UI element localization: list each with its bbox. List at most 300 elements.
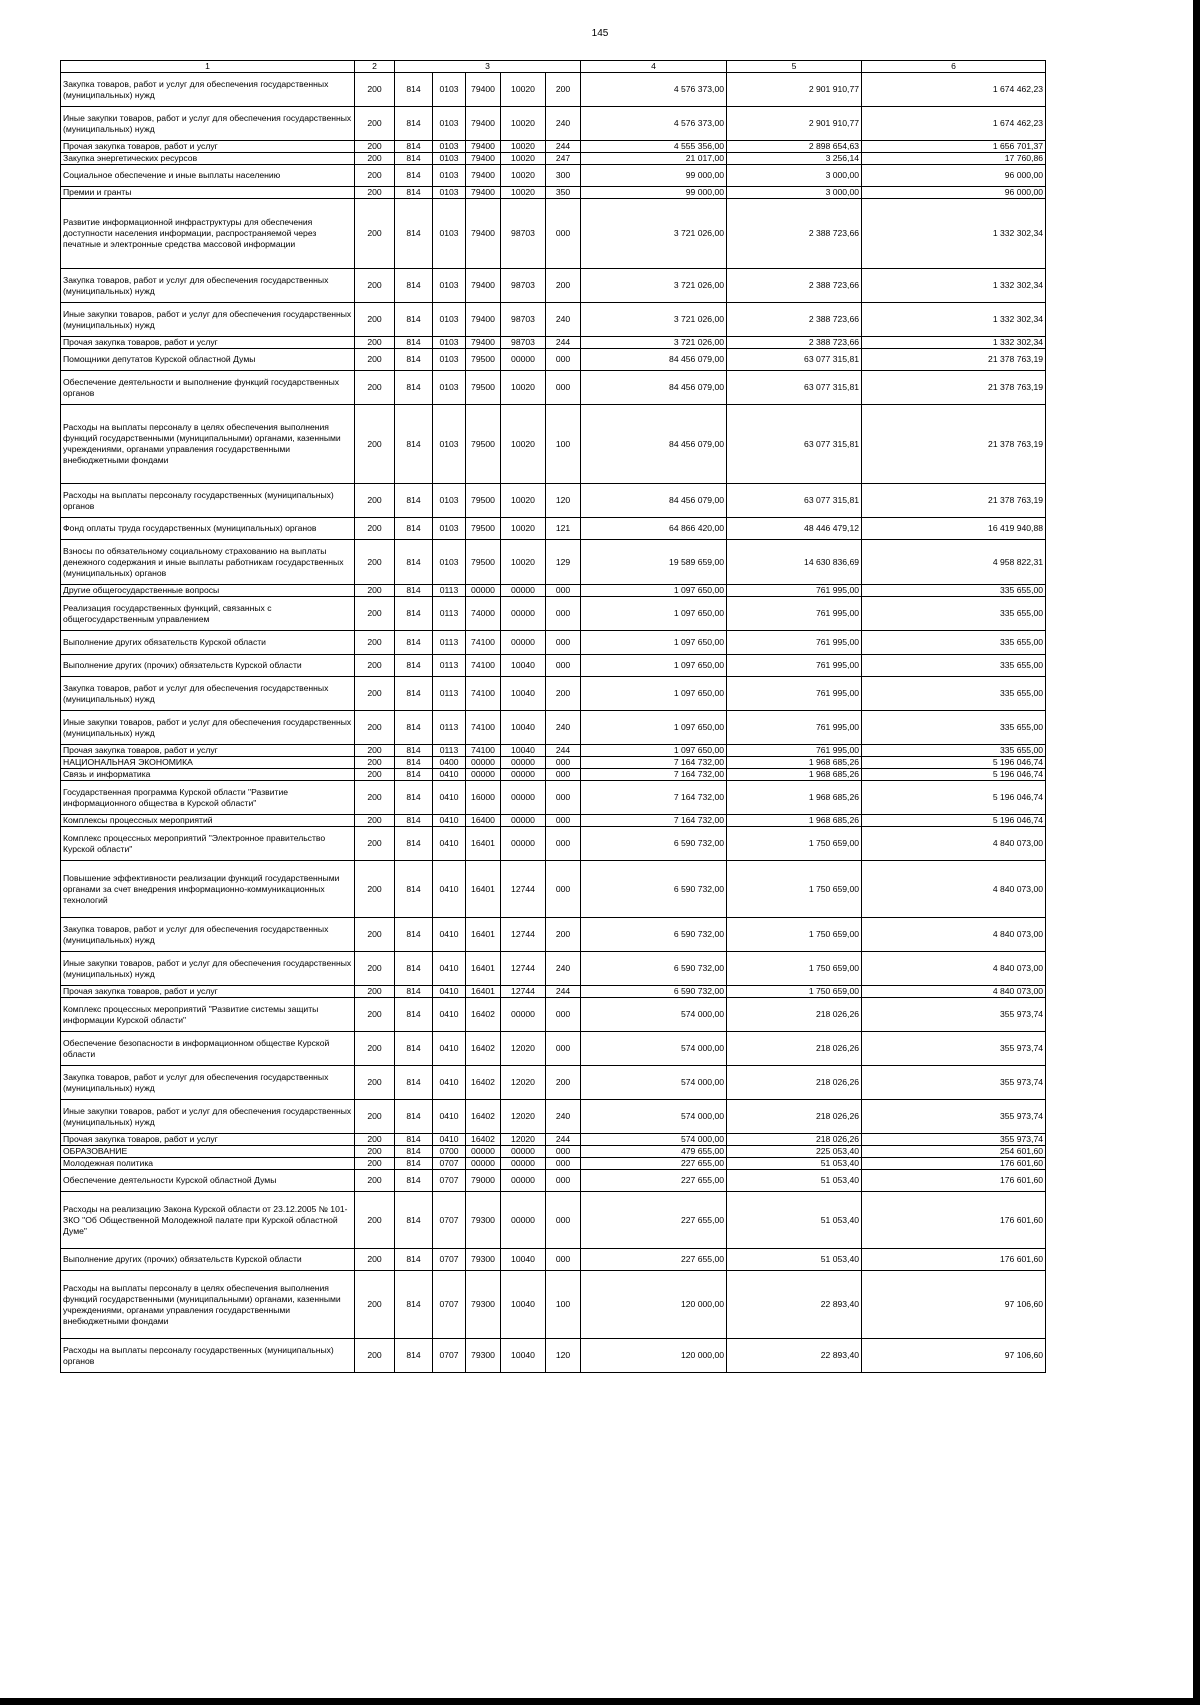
value-col5-cell: 2 898 654,63 <box>727 141 862 153</box>
value-col6-cell: 21 378 763,19 <box>862 349 1046 371</box>
expense-type-cell: 240 <box>546 952 581 986</box>
expense-type-cell: 244 <box>546 745 581 757</box>
section-cell: 0103 <box>433 540 466 585</box>
value-col4-cell: 1 097 650,00 <box>581 745 727 757</box>
grbs-cell: 200 <box>355 769 395 781</box>
direction-cell: 00000 <box>501 998 546 1032</box>
header-col-6: 6 <box>862 61 1046 73</box>
table-row <box>61 199 1046 269</box>
direction-cell: 98703 <box>501 337 546 349</box>
ved-cell: 814 <box>395 986 433 998</box>
value-col5-cell: 2 388 723,66 <box>727 303 862 337</box>
direction-cell: 10020 <box>501 405 546 484</box>
grbs-cell: 200 <box>355 518 395 540</box>
value-col4-cell: 574 000,00 <box>581 1066 727 1100</box>
program-cell: 79400 <box>466 141 501 153</box>
value-col6-cell: 4 840 073,00 <box>862 986 1046 998</box>
expense-type-cell: 240 <box>546 107 581 141</box>
grbs-cell: 200 <box>355 655 395 677</box>
row-name-cell: Расходы на выплаты персоналу в целях обеспечения выполнения функций государственными (муниципальными) органами, казенными учреждениями, органами управления государственными внебюджетными фондами <box>61 405 355 484</box>
direction-cell: 10040 <box>501 1339 546 1373</box>
program-cell: 79500 <box>466 518 501 540</box>
value-col5-cell: 51 053,40 <box>727 1249 862 1271</box>
value-col6-cell: 355 973,74 <box>862 1100 1046 1134</box>
grbs-cell: 200 <box>355 1339 395 1373</box>
section-cell: 0103 <box>433 73 466 107</box>
grbs-cell: 200 <box>355 153 395 165</box>
section-cell: 0103 <box>433 187 466 199</box>
header-col-2: 2 <box>355 61 395 73</box>
expense-type-cell: 000 <box>546 1032 581 1066</box>
value-col4-cell: 574 000,00 <box>581 1032 727 1066</box>
expense-type-cell: 000 <box>546 1158 581 1170</box>
scan-border-right <box>1193 0 1200 1705</box>
direction-cell: 10020 <box>501 165 546 187</box>
expense-type-cell: 121 <box>546 518 581 540</box>
ved-cell: 814 <box>395 769 433 781</box>
section-cell: 0707 <box>433 1249 466 1271</box>
grbs-cell: 200 <box>355 998 395 1032</box>
section-cell: 0410 <box>433 986 466 998</box>
expense-type-cell: 240 <box>546 303 581 337</box>
expense-type-cell: 000 <box>546 757 581 769</box>
expense-type-cell: 200 <box>546 269 581 303</box>
table-row <box>61 918 1046 952</box>
ved-cell: 814 <box>395 518 433 540</box>
value-col5-cell: 1 968 685,26 <box>727 781 862 815</box>
ved-cell: 814 <box>395 1170 433 1192</box>
page-number: 145 <box>591 28 609 39</box>
grbs-cell: 200 <box>355 1271 395 1339</box>
value-col5-cell: 1 750 659,00 <box>727 952 862 986</box>
row-name-cell: Закупка товаров, работ и услуг для обеспечения государственных (муниципальных) нужд <box>61 918 355 952</box>
value-col4-cell: 227 655,00 <box>581 1192 727 1249</box>
direction-cell: 10020 <box>501 107 546 141</box>
direction-cell: 12020 <box>501 1032 546 1066</box>
value-col4-cell: 1 097 650,00 <box>581 677 727 711</box>
ved-cell: 814 <box>395 998 433 1032</box>
value-col4-cell: 99 000,00 <box>581 187 727 199</box>
grbs-cell: 200 <box>355 349 395 371</box>
program-cell: 16402 <box>466 1134 501 1146</box>
row-name-cell: НАЦИОНАЛЬНАЯ ЭКОНОМИКА <box>61 757 355 769</box>
ved-cell: 814 <box>395 1066 433 1100</box>
value-col5-cell: 63 077 315,81 <box>727 371 862 405</box>
program-cell: 16401 <box>466 918 501 952</box>
table-row <box>61 597 1046 631</box>
grbs-cell: 200 <box>355 269 395 303</box>
section-cell: 0113 <box>433 745 466 757</box>
direction-cell: 10020 <box>501 187 546 199</box>
expense-type-cell: 244 <box>546 141 581 153</box>
row-name-cell: Государственная программа Курской области "Развитие информационного общества в Курской области" <box>61 781 355 815</box>
section-cell: 0113 <box>433 655 466 677</box>
row-name-cell: Повышение эффективности реализации функций государственными органами за счет внедрения информационно-коммуникационных технологий <box>61 861 355 918</box>
section-cell: 0410 <box>433 1032 466 1066</box>
value-col5-cell: 218 026,26 <box>727 1134 862 1146</box>
program-cell: 00000 <box>466 585 501 597</box>
value-col4-cell: 574 000,00 <box>581 1100 727 1134</box>
program-cell: 74100 <box>466 711 501 745</box>
grbs-cell: 200 <box>355 827 395 861</box>
value-col4-cell: 3 721 026,00 <box>581 199 727 269</box>
ved-cell: 814 <box>395 1158 433 1170</box>
value-col4-cell: 479 655,00 <box>581 1146 727 1158</box>
direction-cell: 10020 <box>501 540 546 585</box>
expense-type-cell: 200 <box>546 73 581 107</box>
section-cell: 0410 <box>433 781 466 815</box>
direction-cell: 12744 <box>501 918 546 952</box>
value-col4-cell: 84 456 079,00 <box>581 484 727 518</box>
program-cell: 79500 <box>466 405 501 484</box>
value-col6-cell: 21 378 763,19 <box>862 484 1046 518</box>
row-name-cell: Закупка товаров, работ и услуг для обеспечения государственных (муниципальных) нужд <box>61 1066 355 1100</box>
section-cell: 0707 <box>433 1339 466 1373</box>
program-cell: 74100 <box>466 677 501 711</box>
expense-type-cell: 350 <box>546 187 581 199</box>
section-cell: 0410 <box>433 1134 466 1146</box>
value-col4-cell: 6 590 732,00 <box>581 827 727 861</box>
section-cell: 0103 <box>433 141 466 153</box>
row-name-cell: Обеспечение безопасности в информационном обществе Курской области <box>61 1032 355 1066</box>
expense-type-cell: 100 <box>546 1271 581 1339</box>
value-col4-cell: 3 721 026,00 <box>581 303 727 337</box>
value-col5-cell: 3 000,00 <box>727 165 862 187</box>
value-col4-cell: 120 000,00 <box>581 1271 727 1339</box>
expense-type-cell: 200 <box>546 677 581 711</box>
expense-type-cell: 120 <box>546 1339 581 1373</box>
section-cell: 0410 <box>433 952 466 986</box>
expense-type-cell: 120 <box>546 484 581 518</box>
value-col5-cell: 63 077 315,81 <box>727 405 862 484</box>
value-col6-cell: 1 656 701,37 <box>862 141 1046 153</box>
section-cell: 0103 <box>433 518 466 540</box>
row-name-cell: Расходы на выплаты персоналу в целях обеспечения выполнения функций государственными (муниципальными) органами, казенными учреждениями, органами управления государственными внебюджетными фондами <box>61 1271 355 1339</box>
direction-cell: 00000 <box>501 1170 546 1192</box>
grbs-cell: 200 <box>355 585 395 597</box>
program-cell: 79400 <box>466 165 501 187</box>
header-col-4: 4 <box>581 61 727 73</box>
value-col4-cell: 6 590 732,00 <box>581 952 727 986</box>
expense-type-cell: 300 <box>546 165 581 187</box>
value-col4-cell: 7 164 732,00 <box>581 769 727 781</box>
table-row <box>61 585 1046 597</box>
direction-cell: 12020 <box>501 1100 546 1134</box>
value-col6-cell: 16 419 940,88 <box>862 518 1046 540</box>
value-col6-cell: 1 332 302,34 <box>862 199 1046 269</box>
value-col6-cell: 176 601,60 <box>862 1170 1046 1192</box>
table-row <box>61 952 1046 986</box>
row-name-cell: Обеспечение деятельности Курской областной Думы <box>61 1170 355 1192</box>
section-cell: 0103 <box>433 337 466 349</box>
program-cell: 16402 <box>466 1100 501 1134</box>
header-col-5: 5 <box>727 61 862 73</box>
table-row <box>61 518 1046 540</box>
value-col4-cell: 6 590 732,00 <box>581 861 727 918</box>
expense-type-cell: 000 <box>546 585 581 597</box>
grbs-cell: 200 <box>355 165 395 187</box>
row-name-cell: Прочая закупка товаров, работ и услуг <box>61 1134 355 1146</box>
row-name-cell: Выполнение других (прочих) обязательств Курской области <box>61 1249 355 1271</box>
expense-type-cell: 000 <box>546 827 581 861</box>
expense-type-cell: 000 <box>546 998 581 1032</box>
direction-cell: 12744 <box>501 952 546 986</box>
header-row <box>61 61 1046 73</box>
value-col6-cell: 335 655,00 <box>862 677 1046 711</box>
grbs-cell: 200 <box>355 107 395 141</box>
section-cell: 0113 <box>433 597 466 631</box>
table-row <box>61 711 1046 745</box>
table-row <box>61 371 1046 405</box>
row-name-cell: Реализация государственных функций, связанных с общегосударственным управлением <box>61 597 355 631</box>
program-cell: 74100 <box>466 655 501 677</box>
program-cell: 16401 <box>466 827 501 861</box>
table-row <box>61 631 1046 655</box>
expense-type-cell: 247 <box>546 153 581 165</box>
ved-cell: 814 <box>395 677 433 711</box>
program-cell: 16402 <box>466 1032 501 1066</box>
ved-cell: 814 <box>395 1146 433 1158</box>
row-name-cell: Расходы на реализацию Закона Курской области от 23.12.2005 № 101-ЗКО "Об Общественной Молодежной палате при Курской областной Думе" <box>61 1192 355 1249</box>
program-cell: 79400 <box>466 269 501 303</box>
value-col6-cell: 355 973,74 <box>862 1032 1046 1066</box>
ved-cell: 814 <box>395 745 433 757</box>
row-name-cell: Фонд оплаты труда государственных (муниципальных) органов <box>61 518 355 540</box>
expense-type-cell: 000 <box>546 631 581 655</box>
value-col6-cell: 96 000,00 <box>862 187 1046 199</box>
value-col5-cell: 14 630 836,69 <box>727 540 862 585</box>
row-name-cell: Иные закупки товаров, работ и услуг для обеспечения государственных (муниципальных) нужд <box>61 1100 355 1134</box>
section-cell: 0103 <box>433 269 466 303</box>
table-row <box>61 986 1046 998</box>
grbs-cell: 200 <box>355 303 395 337</box>
value-col5-cell: 1 750 659,00 <box>727 827 862 861</box>
expense-type-cell: 000 <box>546 1146 581 1158</box>
table-row <box>61 405 1046 484</box>
program-cell: 16401 <box>466 861 501 918</box>
ved-cell: 814 <box>395 757 433 769</box>
expense-type-cell: 000 <box>546 861 581 918</box>
grbs-cell: 200 <box>355 371 395 405</box>
ved-cell: 814 <box>395 1032 433 1066</box>
grbs-cell: 200 <box>355 337 395 349</box>
ved-cell: 814 <box>395 1339 433 1373</box>
value-col5-cell: 218 026,26 <box>727 1032 862 1066</box>
value-col6-cell: 4 958 822,31 <box>862 540 1046 585</box>
value-col5-cell: 3 256,14 <box>727 153 862 165</box>
ved-cell: 814 <box>395 484 433 518</box>
value-col4-cell: 84 456 079,00 <box>581 371 727 405</box>
ved-cell: 814 <box>395 303 433 337</box>
grbs-cell: 200 <box>355 1134 395 1146</box>
direction-cell: 00000 <box>501 1192 546 1249</box>
grbs-cell: 200 <box>355 757 395 769</box>
program-cell: 79400 <box>466 337 501 349</box>
direction-cell: 12744 <box>501 986 546 998</box>
value-col6-cell: 17 760,86 <box>862 153 1046 165</box>
table-row <box>61 757 1046 769</box>
grbs-cell: 200 <box>355 677 395 711</box>
grbs-cell: 200 <box>355 986 395 998</box>
value-col4-cell: 1 097 650,00 <box>581 597 727 631</box>
grbs-cell: 200 <box>355 952 395 986</box>
value-col4-cell: 4 555 356,00 <box>581 141 727 153</box>
value-col6-cell: 4 840 073,00 <box>862 827 1046 861</box>
header-col-3: 3 <box>395 61 581 73</box>
table-row <box>61 337 1046 349</box>
value-col6-cell: 1 332 302,34 <box>862 269 1046 303</box>
expense-type-cell: 000 <box>546 349 581 371</box>
grbs-cell: 200 <box>355 199 395 269</box>
table-row <box>61 540 1046 585</box>
program-cell: 79300 <box>466 1192 501 1249</box>
direction-cell: 00000 <box>501 815 546 827</box>
program-cell: 79500 <box>466 371 501 405</box>
ved-cell: 814 <box>395 540 433 585</box>
table-row <box>61 1170 1046 1192</box>
program-cell: 79000 <box>466 1170 501 1192</box>
value-col6-cell: 5 196 046,74 <box>862 769 1046 781</box>
value-col5-cell: 761 995,00 <box>727 677 862 711</box>
table-row <box>61 303 1046 337</box>
row-name-cell: Иные закупки товаров, работ и услуг для обеспечения государственных (муниципальных) нужд <box>61 711 355 745</box>
row-name-cell: Иные закупки товаров, работ и услуг для обеспечения государственных (муниципальных) нужд <box>61 303 355 337</box>
table-row <box>61 1158 1046 1170</box>
program-cell: 16400 <box>466 815 501 827</box>
direction-cell: 00000 <box>501 631 546 655</box>
ved-cell: 814 <box>395 655 433 677</box>
value-col5-cell: 225 053,40 <box>727 1146 862 1158</box>
ved-cell: 814 <box>395 781 433 815</box>
section-cell: 0410 <box>433 815 466 827</box>
program-cell: 79500 <box>466 349 501 371</box>
expense-type-cell: 000 <box>546 769 581 781</box>
section-cell: 0103 <box>433 371 466 405</box>
section-cell: 0103 <box>433 153 466 165</box>
ved-cell: 814 <box>395 337 433 349</box>
section-cell: 0700 <box>433 1146 466 1158</box>
value-col6-cell: 5 196 046,74 <box>862 757 1046 769</box>
table-row <box>61 1066 1046 1100</box>
direction-cell: 00000 <box>501 585 546 597</box>
grbs-cell: 200 <box>355 631 395 655</box>
value-col5-cell: 761 995,00 <box>727 597 862 631</box>
section-cell: 0103 <box>433 107 466 141</box>
row-name-cell: Закупка товаров, работ и услуг для обеспечения государственных (муниципальных) нужд <box>61 269 355 303</box>
direction-cell: 12020 <box>501 1134 546 1146</box>
row-name-cell: Комплекс процессных мероприятий "Развитие системы защиты информации Курской области" <box>61 998 355 1032</box>
program-cell: 16401 <box>466 952 501 986</box>
table-row <box>61 655 1046 677</box>
expense-type-cell: 240 <box>546 711 581 745</box>
value-col4-cell: 64 866 420,00 <box>581 518 727 540</box>
value-col5-cell: 3 000,00 <box>727 187 862 199</box>
direction-cell: 98703 <box>501 303 546 337</box>
row-name-cell: Прочая закупка товаров, работ и услуг <box>61 986 355 998</box>
row-name-cell: Молодежная политика <box>61 1158 355 1170</box>
value-col4-cell: 4 576 373,00 <box>581 73 727 107</box>
value-col6-cell: 1 674 462,23 <box>862 73 1046 107</box>
direction-cell: 10020 <box>501 73 546 107</box>
ved-cell: 814 <box>395 1271 433 1339</box>
table-row <box>61 484 1046 518</box>
program-cell: 00000 <box>466 1146 501 1158</box>
value-col6-cell: 5 196 046,74 <box>862 815 1046 827</box>
grbs-cell: 200 <box>355 141 395 153</box>
table-row <box>61 815 1046 827</box>
ved-cell: 814 <box>395 918 433 952</box>
table-row <box>61 141 1046 153</box>
direction-cell: 10040 <box>501 677 546 711</box>
value-col4-cell: 7 164 732,00 <box>581 815 727 827</box>
budget-table <box>60 60 1046 1373</box>
program-cell: 74100 <box>466 631 501 655</box>
direction-cell: 10020 <box>501 484 546 518</box>
value-col4-cell: 6 590 732,00 <box>581 918 727 952</box>
ved-cell: 814 <box>395 1100 433 1134</box>
value-col4-cell: 120 000,00 <box>581 1339 727 1373</box>
row-name-cell: Иные закупки товаров, работ и услуг для обеспечения государственных (муниципальных) нужд <box>61 107 355 141</box>
section-cell: 0410 <box>433 998 466 1032</box>
program-cell: 00000 <box>466 1158 501 1170</box>
value-col5-cell: 761 995,00 <box>727 745 862 757</box>
table-row <box>61 269 1046 303</box>
grbs-cell: 200 <box>355 1066 395 1100</box>
row-name-cell: Развитие информационной инфраструктуры для обеспечения доступности населения информации, распространяемой через печатные и электронные средства массовой информации <box>61 199 355 269</box>
grbs-cell: 200 <box>355 1032 395 1066</box>
direction-cell: 98703 <box>501 199 546 269</box>
program-cell: 00000 <box>466 769 501 781</box>
table-row <box>61 1271 1046 1339</box>
ved-cell: 814 <box>395 585 433 597</box>
value-col6-cell: 254 601,60 <box>862 1146 1046 1158</box>
value-col4-cell: 3 721 026,00 <box>581 337 727 349</box>
value-col4-cell: 227 655,00 <box>581 1170 727 1192</box>
grbs-cell: 200 <box>355 711 395 745</box>
table-row <box>61 827 1046 861</box>
row-name-cell: Выполнение других обязательств Курской области <box>61 631 355 655</box>
grbs-cell: 200 <box>355 861 395 918</box>
value-col5-cell: 1 968 685,26 <box>727 757 862 769</box>
value-col5-cell: 2 388 723,66 <box>727 199 862 269</box>
row-name-cell: Закупка товаров, работ и услуг для обеспечения государственных (муниципальных) нужд <box>61 677 355 711</box>
value-col6-cell: 176 601,60 <box>862 1158 1046 1170</box>
row-name-cell: Прочая закупка товаров, работ и услуг <box>61 745 355 757</box>
program-cell: 79500 <box>466 484 501 518</box>
value-col5-cell: 51 053,40 <box>727 1170 862 1192</box>
ved-cell: 814 <box>395 165 433 187</box>
value-col4-cell: 7 164 732,00 <box>581 757 727 769</box>
scan-border-bottom <box>0 1698 1200 1705</box>
table-row <box>61 349 1046 371</box>
table-row <box>61 1032 1046 1066</box>
value-col5-cell: 2 901 910,77 <box>727 107 862 141</box>
value-col6-cell: 355 973,74 <box>862 998 1046 1032</box>
expense-type-cell: 129 <box>546 540 581 585</box>
value-col4-cell: 84 456 079,00 <box>581 349 727 371</box>
value-col5-cell: 2 901 910,77 <box>727 73 862 107</box>
section-cell: 0113 <box>433 585 466 597</box>
program-cell: 79300 <box>466 1249 501 1271</box>
section-cell: 0103 <box>433 484 466 518</box>
ved-cell: 814 <box>395 269 433 303</box>
row-name-cell: Прочая закупка товаров, работ и услуг <box>61 141 355 153</box>
program-cell: 79400 <box>466 73 501 107</box>
value-col6-cell: 176 601,60 <box>862 1249 1046 1271</box>
direction-cell: 10020 <box>501 153 546 165</box>
value-col5-cell: 761 995,00 <box>727 585 862 597</box>
direction-cell: 00000 <box>501 827 546 861</box>
